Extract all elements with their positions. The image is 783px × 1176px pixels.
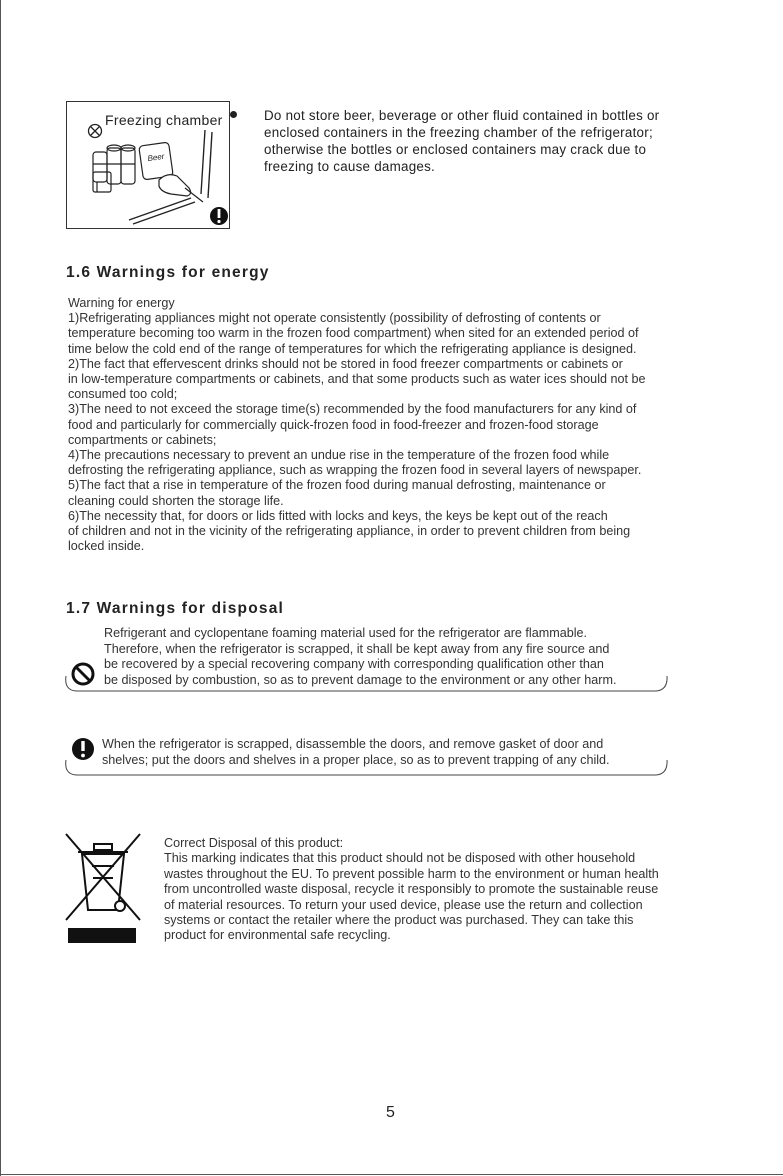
freezing-chamber-figure: [66, 101, 230, 229]
weee-line: systems or contact the retailer where the product was purchased. They can take this: [164, 913, 634, 928]
flammable-line: Therefore, when the refrigerator is scrapped, it shall be kept away from any fire source and: [104, 641, 610, 656]
energy-line: 4)The precautions necessary to prevent an undue rise in the temperature of the frozen food while: [68, 448, 610, 463]
disposal-heading: 1.7 Warnings for disposal: [66, 600, 285, 617]
energy-line: 1)Refrigerating appliances might not operate consistently (possibility of defrosting of contents or: [68, 311, 601, 326]
bullet-line: otherwise the bottles or enclosed containers may crack due to: [264, 142, 647, 157]
energy-line: locked inside.: [68, 539, 145, 554]
prohibited-icon: [89, 125, 102, 138]
energy-line: 6)The necessity that, for doors or lids fitted with locks and keys, the keys be kept out of the reach: [68, 508, 608, 523]
flammable-line: Refrigerant and cyclopentane foaming material used for the refrigerator are flammable.: [104, 626, 588, 640]
weee-text: [164, 836, 724, 944]
exclamation-icon: [210, 207, 228, 225]
figure-title: Freezing chamber: [105, 112, 223, 128]
energy-line: of children and not in the vicinity of the refrigerating appliance, in order to prevent children from being: [68, 524, 631, 539]
energy-line: 5)The fact that a rise in temperature of the frozen food during manual defrosting, maintenance or: [68, 478, 606, 493]
scrap-line: When the refrigerator is scrapped, disassemble the doors, and remove gasket of door and: [102, 737, 604, 751]
scrap-warning: [62, 734, 669, 778]
weee-line: of material resources. To return your used device, please use the return and collection: [164, 897, 643, 912]
bullet-note: [247, 107, 707, 175]
bullet-line: enclosed containers in the freezing chamber of the refrigerator;: [264, 125, 653, 140]
flammable-warning: [62, 626, 669, 692]
bullet-dot: [230, 111, 237, 118]
page-border-left: [0, 0, 1, 1176]
exclamation-icon: [72, 738, 94, 760]
energy-line: in low-temperature compartments or cabinets, and that some products such as water ices should not be: [68, 372, 646, 387]
hand-drawing: [159, 175, 191, 196]
energy-line: food and particularly for commercially quick-frozen food in food-freezer and frozen-food storage: [68, 417, 599, 432]
weee-line: from uncontrolled waste disposal, recycle it responsibly to promote the sustainable reuse: [164, 882, 659, 897]
energy-line: temperature becoming too warm in the frozen food compartment) when sited for an extended period of: [68, 326, 639, 341]
energy-line: 3)The need to not exceed the storage time(s) recommended by the food manufacturers for any kind of: [68, 402, 637, 417]
weee-line: wastes throughout the EU. To prevent possible harm to the environment or human health: [164, 866, 659, 881]
flammable-line: be disposed by combustion, so as to prevent damage to the environment or any other harm.: [104, 672, 617, 687]
energy-body: [68, 296, 718, 554]
beer-can-label: Beer: [146, 151, 165, 164]
energy-line: time below the cold end of the range of temperatures for which the refrigerating appliance is designed.: [68, 341, 637, 356]
weee-line: This marking indicates that this product should not be disposed with other household: [164, 851, 636, 866]
energy-line: compartments or cabinets;: [68, 432, 217, 447]
bullet-line: Do not store beer, beverage or other fluid contained in bottles or: [264, 108, 660, 123]
flammable-line: be recovered by a special recovering company with corresponding qualification other than: [104, 657, 604, 672]
energy-line: cleaning could shorten the storage life.: [68, 493, 284, 508]
page-border-bottom: [0, 1174, 783, 1175]
prohibited-icon: [73, 664, 93, 684]
energy-heading: 1.6 Warnings for energy: [66, 264, 270, 281]
weee-line: Correct Disposal of this product:: [164, 836, 344, 850]
scrap-text: [102, 736, 610, 768]
energy-line: 2)The fact that effervescent drinks should not be stored in food freezer compartments or cabinets or: [68, 356, 623, 371]
energy-line: defrosting the refrigerating appliance, such as wrapping the frozen food in several layers of newspaper.: [68, 463, 642, 478]
crossed-bin-icon: [64, 830, 144, 946]
flammable-text: [104, 626, 704, 688]
page-number: 5: [386, 1104, 395, 1121]
energy-line: consumed too cold;: [68, 387, 178, 402]
energy-line: Warning for energy: [68, 296, 175, 310]
scrap-line: shelves; put the doors and shelves in a proper place, so as to prevent trapping of any child.: [102, 753, 610, 767]
bullet-line: freezing to cause damages.: [264, 159, 436, 174]
weee-line: product for environmental safe recycling.: [164, 928, 391, 943]
